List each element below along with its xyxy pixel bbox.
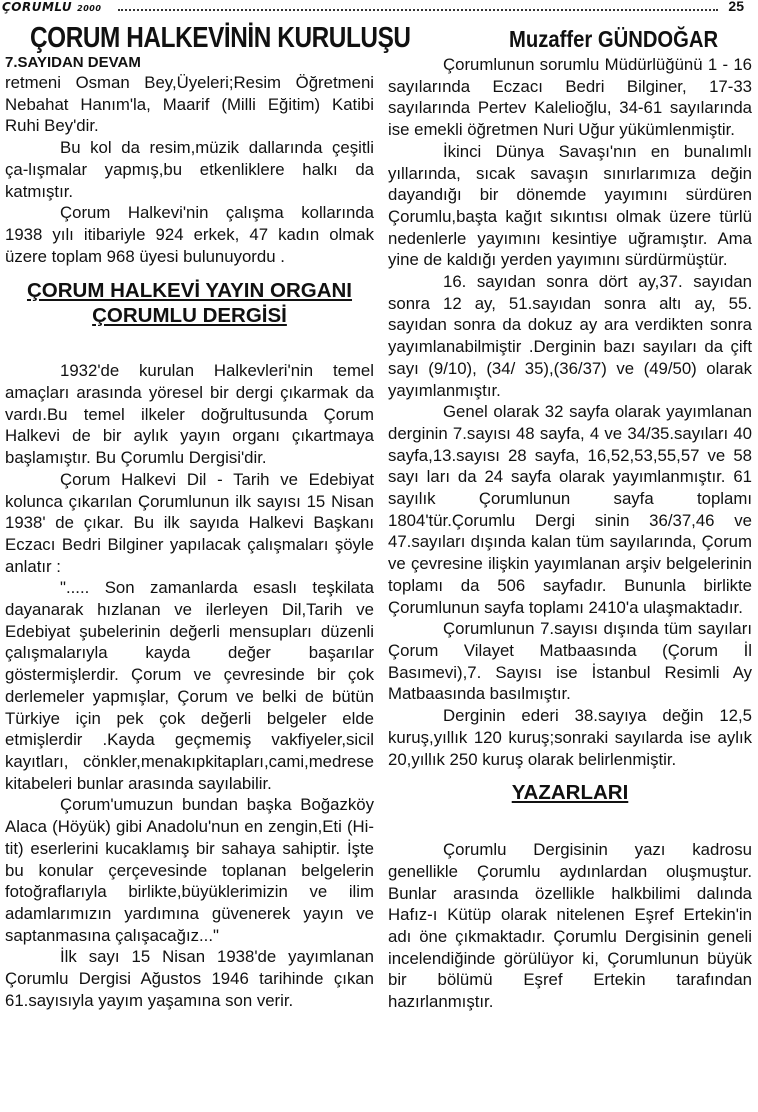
section-heading-line: ÇORUM HALKEVİ YAYIN ORGANI [26,279,353,303]
paragraph: Çorumlunun sorumlu Müdürlüğünü 1 - 16 sayılarında Eczacı Bedri Bilginer, 17-33 sayılarında Pertev Kalelioğlu, 34-61 sayılarında ise emekli öğretmen Nuri Uğur yükümlenmiştir. [388,55,752,140]
paragraph: Çorum Halkevi'nin çalışma kollarında 1938 yılı itibariyle 924 erkek, 47 kadın olmak üzere toplam 968 üyesi bulunuyordu . [5,203,374,266]
article-title: ÇORUM HALKEVİNİN KURULUŞU [30,22,411,54]
paragraph: İkinci Dünya Savaşı'nın en bunalımlı yıllarında, sıcak savaşın sınırlarımıza değin dayandığı bir dönemde yayımını sürdüren Çorumlu,başta kağıt sıkıntısı olmak üzere türlü nedenlerle yayımını kesintiye uğramıştır. Ama yine de kaldığı yerden yayımını sürdürmüştür. [388,141,752,270]
paragraph: retmeni Osman Bey,Üyeleri;Resim Öğretmeni Nebahat Hanım'la, Maarif (Milli Eğitim) Katibi Ruhi Bey'dir. [5,73,374,136]
paragraph: Çorumlunun 7.sayısı dışında tüm sayıları Çorum Vilayet Matbaasında (Çorum İl Basımevi),7. Sayısı ise İstanbul Resimli Ay Matbaasında basılmıştır. [388,619,752,704]
section-heading-line: ÇORUMLU DERGİSİ [92,304,287,328]
paragraph: 16. sayıdan sonra dört ay,37. sayıdan sonra 12 ay, 51.sayıdan sonra altı ay, 55. sayıdan sonra da dokuz ay ara verdikten sonra yayımlanabilmiştir .Derginin bazı sayıları da çift sayı (9/10), (34/ 35),(36/37) ve (49/50) olarak yayımlanmıştır. [388,272,752,400]
header-dotted-rule [118,9,718,11]
magazine-year: 2000 [77,4,102,13]
paragraph: Çorum Halkevi Dil - Tarih ve Edebiyat kolunca çıkarılan Çorumlunun ilk sayısı 15 Nisan 1938' de çıkar. Bu ilk sayıda Halkevi Başkanı Eczacı Bedri Bilginer yapılacak çalışmaları şöyle anlatır : [5,469,374,576]
paragraph: Bu kol da resim,müzik dallarında çeşitli ça-lışmalar yapmış,bu etkenliklere halkı da katmıştır. [5,138,374,201]
paragraph: İlk sayı 15 Nisan 1938'de yayımlanan Çorumlu Dergisi Ağustos 1946 tarihinde çıkan 61.sayısıyla yayım yaşamına son verir. [5,947,374,1010]
page-number: 25 [728,0,744,14]
paragraph: Çorumlu Dergisinin yazı kadrosu genellikle Çorumlu aydınlardan oluşmuştur. Bunlar arasında özellikle halkbilimi dalında Hafız-ı Kütüp olarak nitelenen Eşref Ertekin'in adı öne çıkmaktadır. Çorumlu Dergisinin geneli incelendiğinde görülüyor ki, Çorumlunun büyük bir bölümü Eşref Ertekin tarafından hazırlanmıştır. [388,840,752,1012]
article-author: Muzaffer GÜNDOĞAR [509,26,719,52]
quote-paragraph: "..... Son zamanlarda esaslı teşkilata dayanarak hızlanan ve ilerleyen Dil,Tarih ve Edebiyat şubelerinin değerli mensupları düzenli çalışmalarıyla kayda değer başarılar göstermişlerdir. Çorum ve çevresinde bir çok derlemeler yapmışlar, Çorum ve belki de bütün Türkiye için pek çok değerli belgeler elde etmişlerdir .Kayda geçmemiş vakfiyeler,sicil kayıtları, cönkler,menakıpkitapları,cami,medrese kitabeleri bunlar arasında sayılabilir. [5,578,374,793]
continuation-label: 7.SAYIDAN DEVAM [5,54,141,71]
paragraph: Derginin ederi 38.sayıya değin 12,5 kuruş,yıllık 120 kuruş;sonraki sayılarda ise aylık 20,yıllık 250 kuruş olarak belirlenmiştir. [388,706,752,769]
left-column [5,54,374,1011]
section-heading-yayin-organi [5,278,374,328]
magazine-logo [2,0,101,14]
section-heading-yazarlari: YAZARLARI [511,781,629,805]
quote-paragraph: Çorum'umuzun bundan başka Boğazköy Alaca (Höyük) gibi Anadolu'nun en zengin,Eti (Hi-tit) eserlerini kucaklamış bir sahaya sahiptir. İşte bu konular çerçevesinde toplanan belgelerin fotoğraflarıyla birlikte,büyüklerimizin ve ilim adamlarımızın yardımına güvenerek yayın ve saptanmasına çalışacağız..." [5,795,374,945]
magazine-name: ÇORUMLU [2,0,73,14]
paragraph: 1932'de kurulan Halkevleri'nin temel amaçları arasında yöresel bir dergi çıkarmak da vardı.Bu temel ilkeler doğrultusunda Çorum Halkevi de bir aylık yayın organı çıkartmaya başlamıştır. Bu Çorumlu Dergisi'dir. [5,361,374,468]
paragraph: Genel olarak 32 sayfa olarak yayımlanan derginin 7.sayısı 48 sayfa, 4 ve 34/35.sayıları 40 sayfa,13.sayısı 28 sayfa, 16,52,53,55,57 ve 58 sayı ları da 24 sayfa olarak yayımlanmıştır. 61 sayılık Çorumlunun sayfa toplamı 1804'tür.Çorumlu Dergi sinin 36/37,46 ve 47.sayıları dışında kalan tüm sayılarında, Çorum ve çevresine ilişkin yayımlanan arşiv belgelerinin toplamı da 506 sayfadır. Bununla birlikte Çorumlunun sayfa toplamı 2410'a ulaşmaktadır. [388,402,752,617]
page-header [0,0,758,16]
right-column [388,54,752,1013]
